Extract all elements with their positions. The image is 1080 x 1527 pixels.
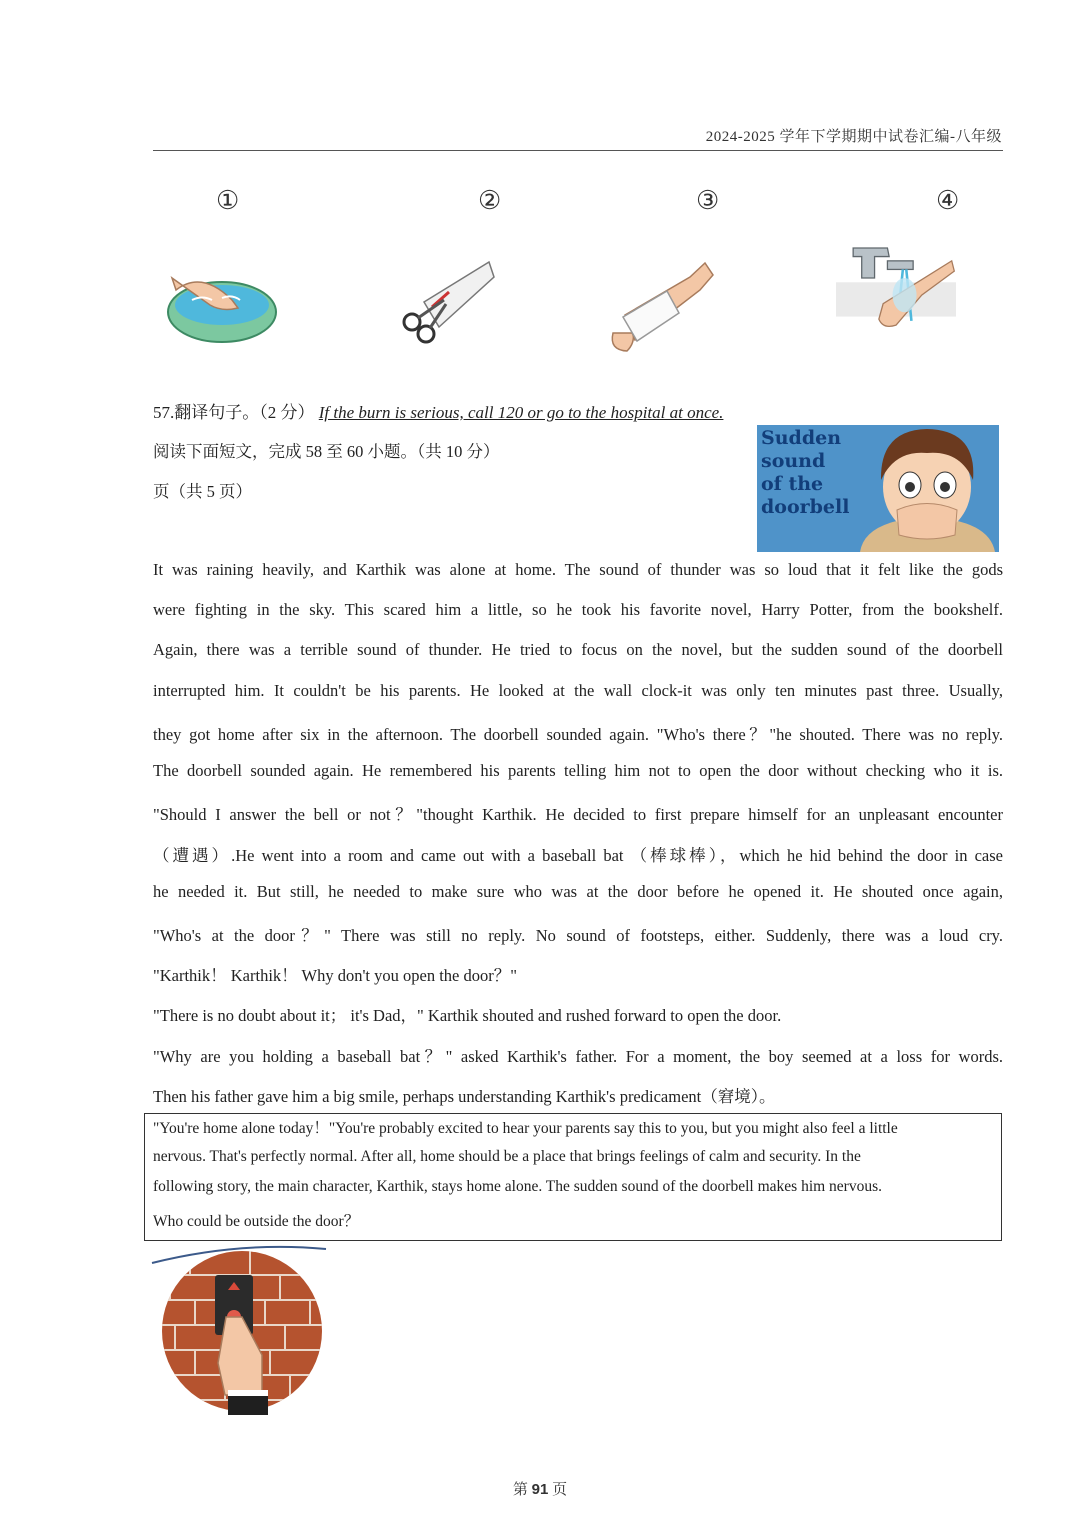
- intro-box-line: nervous. That's perfectly normal. After all, home should be a place that brings feelings of calm and security. In the: [153, 1148, 861, 1165]
- step-number-1: ①: [216, 186, 240, 215]
- passage-line: "Who's at the door？" There was still no reply. No sound of footsteps, either. Suddenly, there was a loud cry.: [153, 926, 1003, 945]
- passage-line: "Karthik！ Karthik！ Why don't you open the door？": [153, 966, 517, 985]
- passage-line: interrupted him. It couldn't be his parents. He looked at the wall clock-it was only ten minutes past three. Usually,: [153, 681, 1003, 700]
- passage-line: they got home after six in the afternoon. The doorbell sounded again. "Who's there？"he shouted. There was no reply.: [153, 725, 1003, 744]
- intro-box-line: "You're home alone today！"You're probably excited to hear your parents say this to you, but you might also feel a little: [153, 1120, 898, 1137]
- doorbell-story-illustration: [757, 425, 999, 552]
- passage-line: were fighting in the sky. This scared him a little, so he took his favorite novel, Harry Potter, from the bookshelf.: [153, 600, 1003, 619]
- hand-under-tap-icon: [836, 238, 956, 348]
- step-number-4: ④: [936, 186, 960, 215]
- doorbell-press-icon: [150, 1245, 330, 1415]
- step-number-2: ②: [478, 186, 502, 215]
- header-title: 2024-2025 学年下学期期中试卷汇编-八年级: [705, 129, 1002, 145]
- passage-line: "Should I answer the bell or not？"thought Karthik. He decided to first prepare himself for an unpleasant encounter: [153, 805, 1003, 824]
- step-number-3: ③: [696, 186, 720, 215]
- illustration-title-line-2: sound: [761, 450, 826, 472]
- intro-box: [144, 1113, 1002, 1241]
- intro-box-line: Who could be outside the door？: [153, 1213, 360, 1230]
- passage-line: "Why are you holding a baseball bat？" asked Karthik's father. For a moment, the boy seemed at a loss for words.: [153, 1047, 1003, 1066]
- page-footer: [0, 1478, 1080, 1499]
- passage-line: he needed it. But still, he needed to make sure who was at the door before he opened it. He shouted once again,: [153, 882, 1003, 901]
- illustration-title-line-3: of the: [761, 473, 824, 495]
- passage-line: "There is no doubt about it； it's Dad，" Karthik shouted and rushed forward to open the door.: [153, 1006, 782, 1025]
- intro-box-line: following story, the main character, Karthik, stays home alone. The sudden sound of the doorbell makes him nervous.: [153, 1178, 882, 1195]
- illustration-title-line-1: Sudden: [761, 427, 842, 449]
- question-57: [153, 398, 723, 423]
- question-57-label: 57.翻译句子。（2 分）: [153, 403, 315, 422]
- reading-instruction: 阅读下面短文，完成 58 至 60 小题。（共 10 分）: [153, 442, 500, 461]
- hand-in-water-basin-icon: [162, 250, 282, 360]
- page-number: 91: [531, 1481, 549, 1498]
- scissors-cutting-cloth-icon: [394, 252, 514, 362]
- page-note: 页（共 5 页）: [153, 482, 252, 501]
- surprised-boy-icon: [855, 425, 999, 552]
- illustration-title-line-4: doorbell: [761, 496, 850, 518]
- bandaged-wrist-icon: [605, 255, 725, 365]
- header-divider: [153, 150, 1003, 151]
- passage-line: Again, there was a terrible sound of thunder. He tried to focus on the novel, but the sudden sound of the doorbell: [153, 640, 1003, 659]
- footer-suffix: 页: [552, 1482, 568, 1498]
- passage-line: It was raining heavily, and Karthik was alone at home. The sound of thunder was so loud that it felt like the gods: [153, 560, 1003, 579]
- passage-line: Then his father gave him a big smile, perhaps understanding Karthik's predicament（窘境）。: [153, 1087, 776, 1106]
- footer-prefix: 第: [512, 1482, 528, 1498]
- question-57-sentence: If the burn is serious, call 120 or go to the hospital at once.: [318, 403, 724, 422]
- passage-line: （遭遇）.He went into a room and came out with a baseball bat （棒球棒），which he hid behind the door in case: [153, 846, 1003, 865]
- passage-line: The doorbell sounded again. He remembered his parents telling him not to open the door without checking who it is.: [153, 761, 1003, 780]
